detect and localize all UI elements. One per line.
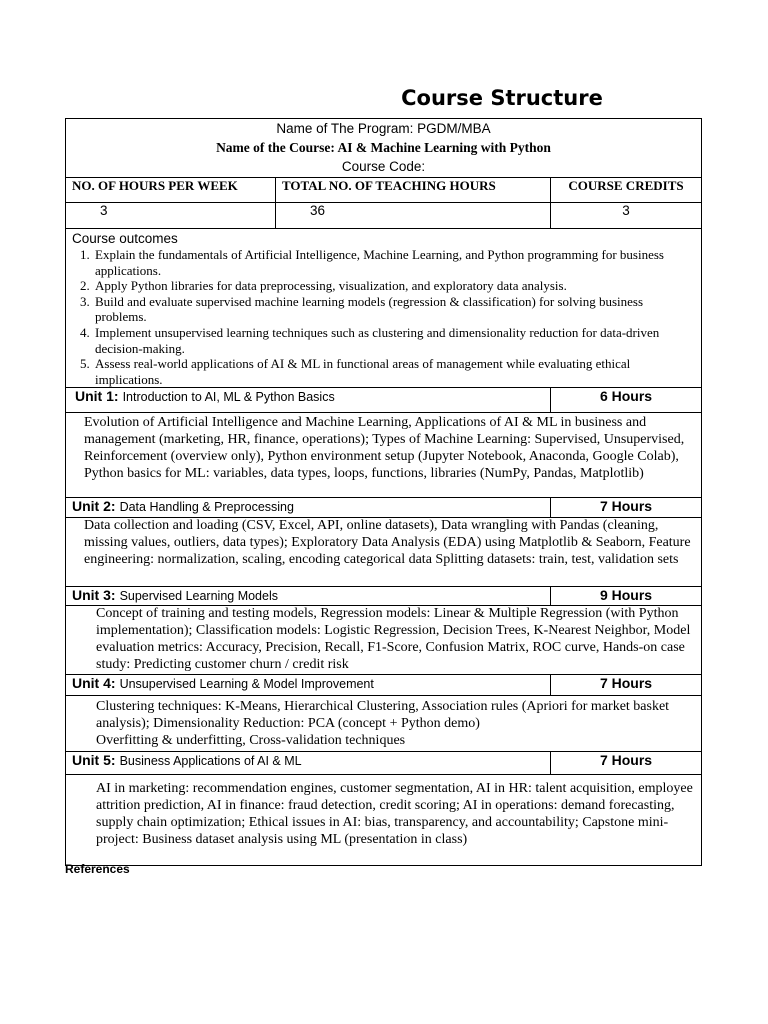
outcome-item: 5. Assess real-world applications of AI & ML in functional areas of management while evaluating ethical implications. <box>93 356 695 387</box>
unit-5-content-row <box>66 775 702 866</box>
unit-5-content: AI in marketing: recommendation engines, customer segmentation, AI in HR: talent acquisition, employee attrition prediction, AI in finance: fraud detection, credit scoring; AI in operations: demand forecasting, supply chain optimization; Ethical issues in AI: bias, transparency, and accountability; Capstone mini-project: Business dataset analysis using ML (presentation in class) <box>66 775 702 866</box>
unit-4-content-extra: Overfitting & underfitting, Cross-validation techniques <box>96 732 406 748</box>
unit-1-header-row <box>66 388 702 413</box>
unit-2-content: Data collection and loading (CSV, Excel, API, online datasets), Data wrangling with Pandas (cleaning, missing values, outliers, data types); Exploratory Data Analysis (EDA) using Matplotlib & Seaborn, Feature engineering: normalization, scaling, encoding categorical data Splitting datasets: train, test, validation sets <box>66 518 702 587</box>
unit-2-header-row <box>66 498 702 518</box>
course-outcomes-list <box>72 247 695 387</box>
course-credits-header: COURSE CREDITS <box>551 178 702 203</box>
unit-2-heading <box>66 498 551 518</box>
outcome-item: 1. Explain the fundamentals of Artificial Intelligence, Machine Learning, and Python programming for business applications. <box>93 247 695 278</box>
total-hours-value: 36 <box>276 203 551 229</box>
unit-label: Unit 4: <box>72 675 116 692</box>
page-title: Course Structure <box>401 86 603 110</box>
unit-1-hours: 6 Hours <box>551 388 702 413</box>
unit-4-header-row <box>66 675 702 696</box>
course-outcomes-row <box>66 229 702 388</box>
unit-4-content-row <box>66 696 702 752</box>
unit-2-hours: 7 Hours <box>551 498 702 518</box>
unit-3-heading <box>66 587 551 606</box>
unit-label: Unit 3: <box>72 587 116 604</box>
unit-3-hours: 9 Hours <box>551 587 702 606</box>
unit-5-heading <box>66 752 551 775</box>
course-header-cell <box>66 119 702 178</box>
unit-2-content-row <box>66 518 702 587</box>
unit-4-content <box>66 696 702 752</box>
unit-title: Introduction to AI, ML & Python Basics <box>122 390 335 405</box>
unit-4-hours: 7 Hours <box>551 675 702 696</box>
unit-5-header-row <box>66 752 702 775</box>
unit-label: Unit 2: <box>72 498 116 515</box>
unit-3-header-row <box>66 587 702 606</box>
unit-4-content-main: Clustering techniques: K-Means, Hierarchical Clustering, Association rules (Apriori for market basket analysis); Dimensionality Reduction: PCA (concept + Python demo) <box>96 699 670 732</box>
course-name: Name of the Course: AI & Machine Learning with Python <box>216 140 551 155</box>
course-header-row <box>66 119 702 178</box>
unit-3-content-row <box>66 606 702 675</box>
unit-5-hours: 7 Hours <box>551 752 702 775</box>
column-header-row <box>66 178 702 203</box>
outcome-item: 2. Apply Python libraries for data preprocessing, visualization, and exploratory data analysis. <box>93 278 695 294</box>
unit-1-heading <box>66 388 551 413</box>
unit-title: Business Applications of AI & ML <box>119 754 302 769</box>
course-credits-value: 3 <box>551 203 702 229</box>
unit-title: Unsupervised Learning & Model Improvement <box>119 677 374 692</box>
unit-4-heading <box>66 675 551 696</box>
course-outcomes-title: Course outcomes <box>72 231 178 246</box>
unit-label: Unit 1: <box>75 388 119 405</box>
unit-3-content: Concept of training and testing models, Regression models: Linear & Multiple Regression (with Python implementation); Classification models: Logistic Regression, Decision Trees, K-Nearest Neighbor, Model evaluation metrics: Accuracy, Precision, Recall, F1-Score, Confusion Matrix, ROC curve, Hands-on case study: Predicting customer churn / credit risk <box>66 606 702 675</box>
values-row <box>66 203 702 229</box>
hours-per-week-value: 3 <box>66 203 276 229</box>
unit-1-content-row <box>66 413 702 498</box>
unit-1-content: Evolution of Artificial Intelligence and Machine Learning, Applications of AI & ML in business and management (marketing, HR, finance, operations); Types of Machine Learning: Supervised, Unsupervised, Reinforcement (overview only), Python environment setup (Jupyter Notebook, Anaconda, Google Colab), Python basics for ML: variables, data types, loops, functions, libraries (NumPy, Pandas, Matplotlib) <box>66 413 702 498</box>
outcome-item: 4. Implement unsupervised learning techniques such as clustering and dimensionality reduction for data-driven decision-making. <box>93 325 695 356</box>
total-hours-header: TOTAL NO. OF TEACHING HOURS <box>276 178 551 203</box>
program-name: Name of The Program: PGDM/MBA <box>276 121 491 136</box>
course-outcomes-cell <box>66 229 702 388</box>
course-structure-table <box>65 118 702 866</box>
outcome-item: 3. Build and evaluate supervised machine learning models (regression & classification) for solving business problems. <box>93 294 695 325</box>
unit-title: Supervised Learning Models <box>119 589 278 604</box>
unit-title: Data Handling & Preprocessing <box>119 500 294 515</box>
unit-label: Unit 5: <box>72 752 116 769</box>
hours-per-week-header: NO. OF HOURS PER WEEK <box>66 178 276 203</box>
references-label: References <box>65 862 130 876</box>
course-code: Course Code: <box>341 159 426 174</box>
